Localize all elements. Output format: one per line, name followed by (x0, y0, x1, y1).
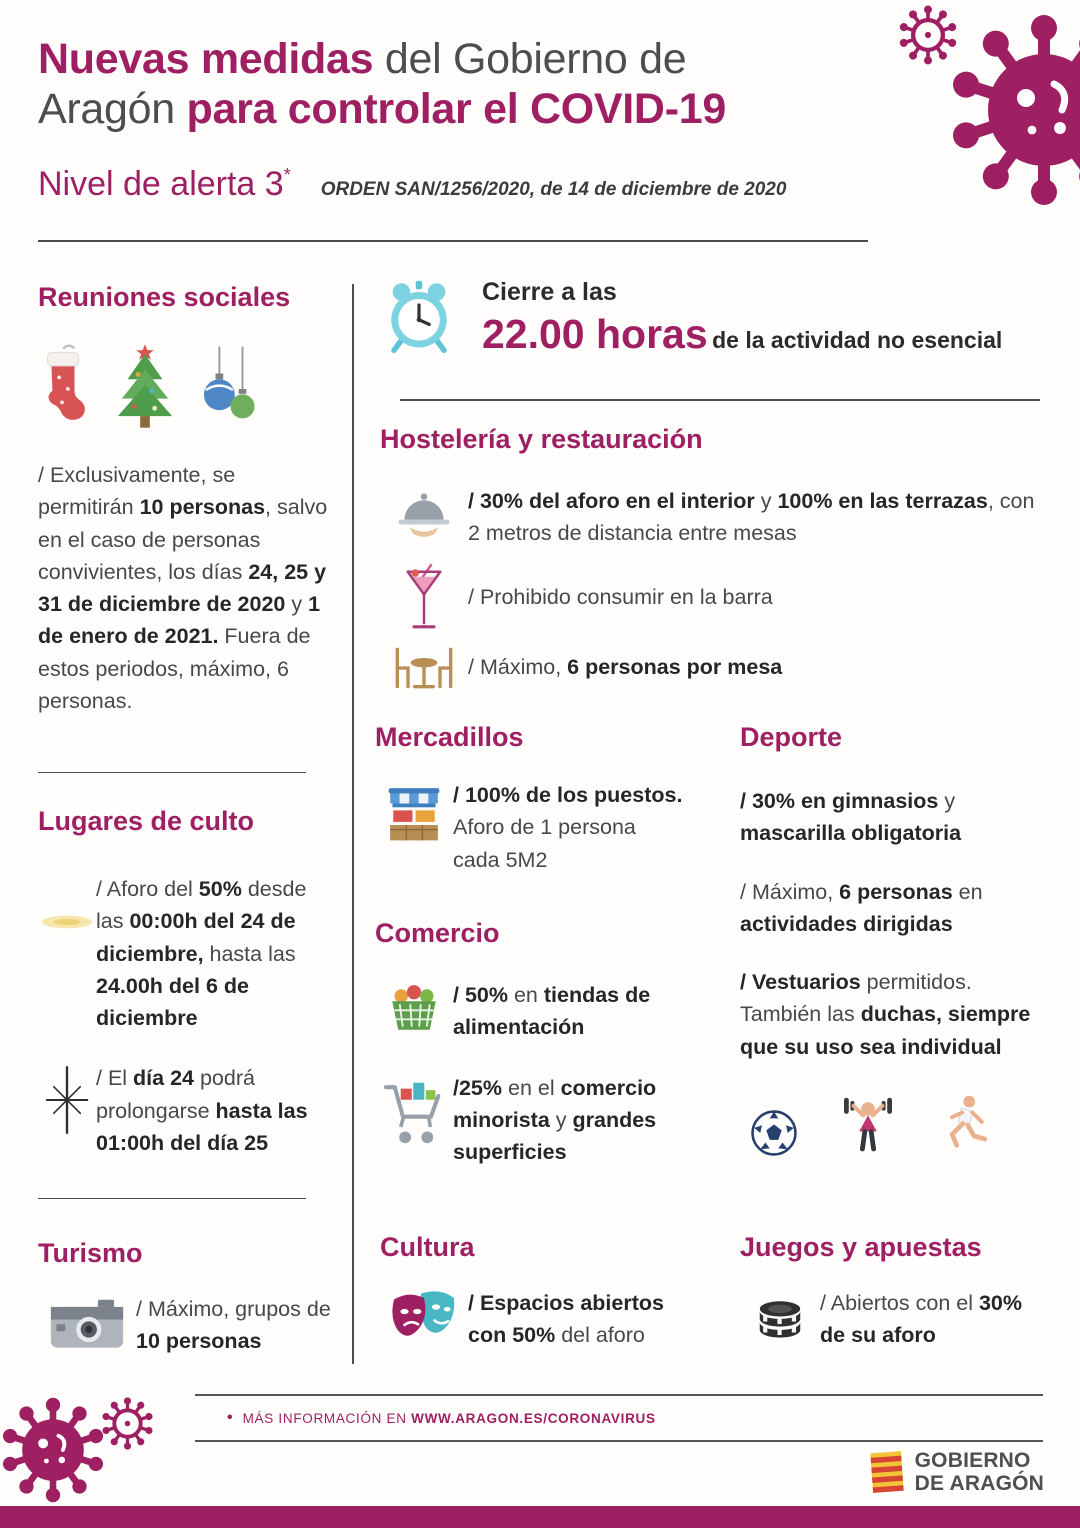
culto-text-1: / Aforo del 50% desde las 00:00h del 24 de diciembre, hasta las 24.00h del 6 de diciembre (96, 877, 307, 1030)
divider (38, 1198, 306, 1199)
juegos-title: Juegos y apuestas (740, 1232, 982, 1262)
section-reuniones-sociales (38, 282, 330, 717)
reuniones-text: / Exclusivamente, se permitirán 10 personas, salvo en el caso de personas convivientes, los días 24, 25 y 31 de diciembre de 2020 y 1 de enero de 2021. Fuera de estos periodos, máximo, 6 personas. (38, 463, 328, 713)
cultura-text: / Espacios abiertos con 50% del aforo (468, 1291, 664, 1348)
footer-info-prefix: MÁS INFORMACIÓN EN (242, 1410, 412, 1426)
title-plain-1: del Gobierno de (373, 35, 687, 83)
comercio-text-1: / 50% en tiendas de alimentación (453, 983, 651, 1040)
turismo-title: Turismo (38, 1238, 143, 1268)
virus-icon (100, 1396, 155, 1451)
vertical-divider (352, 284, 354, 1364)
alert-level: Nivel de alerta 3* (38, 164, 291, 203)
deporte-text-3: / Vestuarios permitidos. También las duchas, siempre que su uso sea individual (740, 970, 1031, 1059)
mercadillos-text: / 100% de los puestos. Aforo de 1 persona cada 5M2 (453, 783, 683, 872)
culto-item-1 (38, 873, 338, 1034)
bottom-accent-bar (0, 1506, 1080, 1528)
mercadillos-title: Mercadillos (375, 722, 524, 752)
divider (38, 772, 306, 773)
title-accent-2: para controlar el COVID-19 (186, 85, 726, 134)
comercio-title: Comercio (375, 918, 500, 948)
christmas-icons (38, 333, 330, 433)
section-lugares-de-culto (38, 806, 338, 1159)
hosteleria-title: Hostelería y restauración (380, 424, 703, 454)
cultura-item (380, 1287, 710, 1352)
alert-asterisk: * (283, 164, 291, 185)
theater-masks-icon (391, 1289, 457, 1349)
poker-chips-icon (753, 1291, 807, 1347)
page-title (38, 34, 898, 135)
logo-text (915, 1449, 1044, 1495)
hosteleria-text-1: / 30% del aforo en el interior y 100% en las terrazas, con 2 metros de distancia entre mesas (468, 489, 1035, 546)
section-hosteleria (380, 424, 1045, 692)
comercio-item-1 (375, 979, 700, 1044)
order-reference: ORDEN SAN/1256/2020, de 14 de diciembre de 2020 (320, 178, 787, 200)
sparkle-star-icon (42, 1064, 92, 1136)
turismo-item (38, 1293, 348, 1358)
shopping-cart-icon (383, 1078, 445, 1148)
section-deporte (740, 722, 1048, 1157)
header-rule (38, 240, 868, 242)
divider (400, 399, 1040, 401)
footer-url-link[interactable]: WWW.ARAGON.ES/CORONAVIRUS (411, 1410, 656, 1426)
culto-text-2: / El día 24 podrá prolongarse hasta las 01:00h del día 25 (96, 1066, 308, 1155)
section-mercadillos (375, 722, 695, 876)
glow-icon (40, 911, 94, 933)
section-cierre (382, 278, 1042, 358)
culto-item-2 (38, 1062, 338, 1159)
turismo-text: / Máximo, grupos de 10 personas (136, 1297, 331, 1354)
comercio-item-2 (375, 1072, 700, 1169)
closure-text (482, 278, 1002, 358)
section-turismo (38, 1238, 348, 1358)
hosteleria-item-3 (380, 644, 1045, 692)
virus-icon (944, 10, 1080, 210)
christmas-tree-icon (114, 341, 176, 433)
title-accent-1: Nuevas medidas (38, 35, 374, 83)
cultura-title: Cultura (380, 1232, 475, 1262)
deporte-text-2: / Máximo, 6 personas en actividades dirigidas (740, 879, 983, 936)
gobierno-aragon-logo (869, 1448, 1044, 1496)
juegos-item (740, 1287, 1050, 1352)
stocking-icon (38, 341, 88, 433)
alarm-clock-icon (382, 278, 456, 356)
closure-prefix: Cierre a las (482, 278, 617, 306)
hosteleria-text-2: / Prohibido consumir en la barra (468, 585, 773, 610)
weightlifter-icon (842, 1093, 894, 1157)
soccer-ball-icon (750, 1109, 798, 1157)
juegos-text: / Abiertos con el 30% de su aforo (820, 1291, 1022, 1348)
closure-suffix: de la actividad no esencial (712, 327, 1003, 353)
hosteleria-item-1 (380, 485, 1045, 550)
section-comercio (375, 918, 700, 1168)
sports-icons (740, 1093, 1048, 1157)
logo-line-2: DE ARAGÓN (914, 1472, 1044, 1495)
aragon-flag-icon (869, 1448, 905, 1496)
hosteleria-text-3: / Máximo, 6 personas por mesa (468, 655, 783, 680)
food-cloche-icon (395, 489, 453, 539)
culto-title: Lugares de culto (38, 806, 255, 836)
reuniones-title: Reuniones sociales (38, 282, 291, 312)
closure-time: 22.00 horas (482, 311, 708, 357)
deporte-title: Deporte (740, 722, 843, 752)
logo-line-1: GOBIERNO (914, 1448, 1031, 1472)
mercadillos-item (375, 779, 695, 876)
table-chairs-icon (392, 644, 456, 692)
alert-row (38, 165, 898, 204)
title-plain-2: Aragón (38, 85, 187, 134)
footer-info-bar (195, 1394, 1043, 1442)
camera-icon (49, 1297, 125, 1353)
market-stall-icon (386, 785, 442, 845)
section-cultura (380, 1232, 710, 1352)
deporte-text-1: / 30% en gimnasios y mascarilla obligatoria (740, 789, 962, 846)
food-basket-icon (387, 983, 441, 1033)
header (38, 34, 898, 204)
footer-info-text (243, 1411, 656, 1426)
footer-bullet: • (227, 1409, 233, 1426)
hosteleria-item-2 (380, 562, 1045, 634)
ornaments-icon (202, 345, 256, 433)
comercio-text-2: /25% en el comercio minorista y grandes superficies (453, 1075, 657, 1164)
virus-icon (0, 1395, 108, 1505)
cocktail-icon (404, 562, 444, 634)
section-juegos (740, 1232, 1050, 1352)
runner-icon (938, 1093, 988, 1157)
